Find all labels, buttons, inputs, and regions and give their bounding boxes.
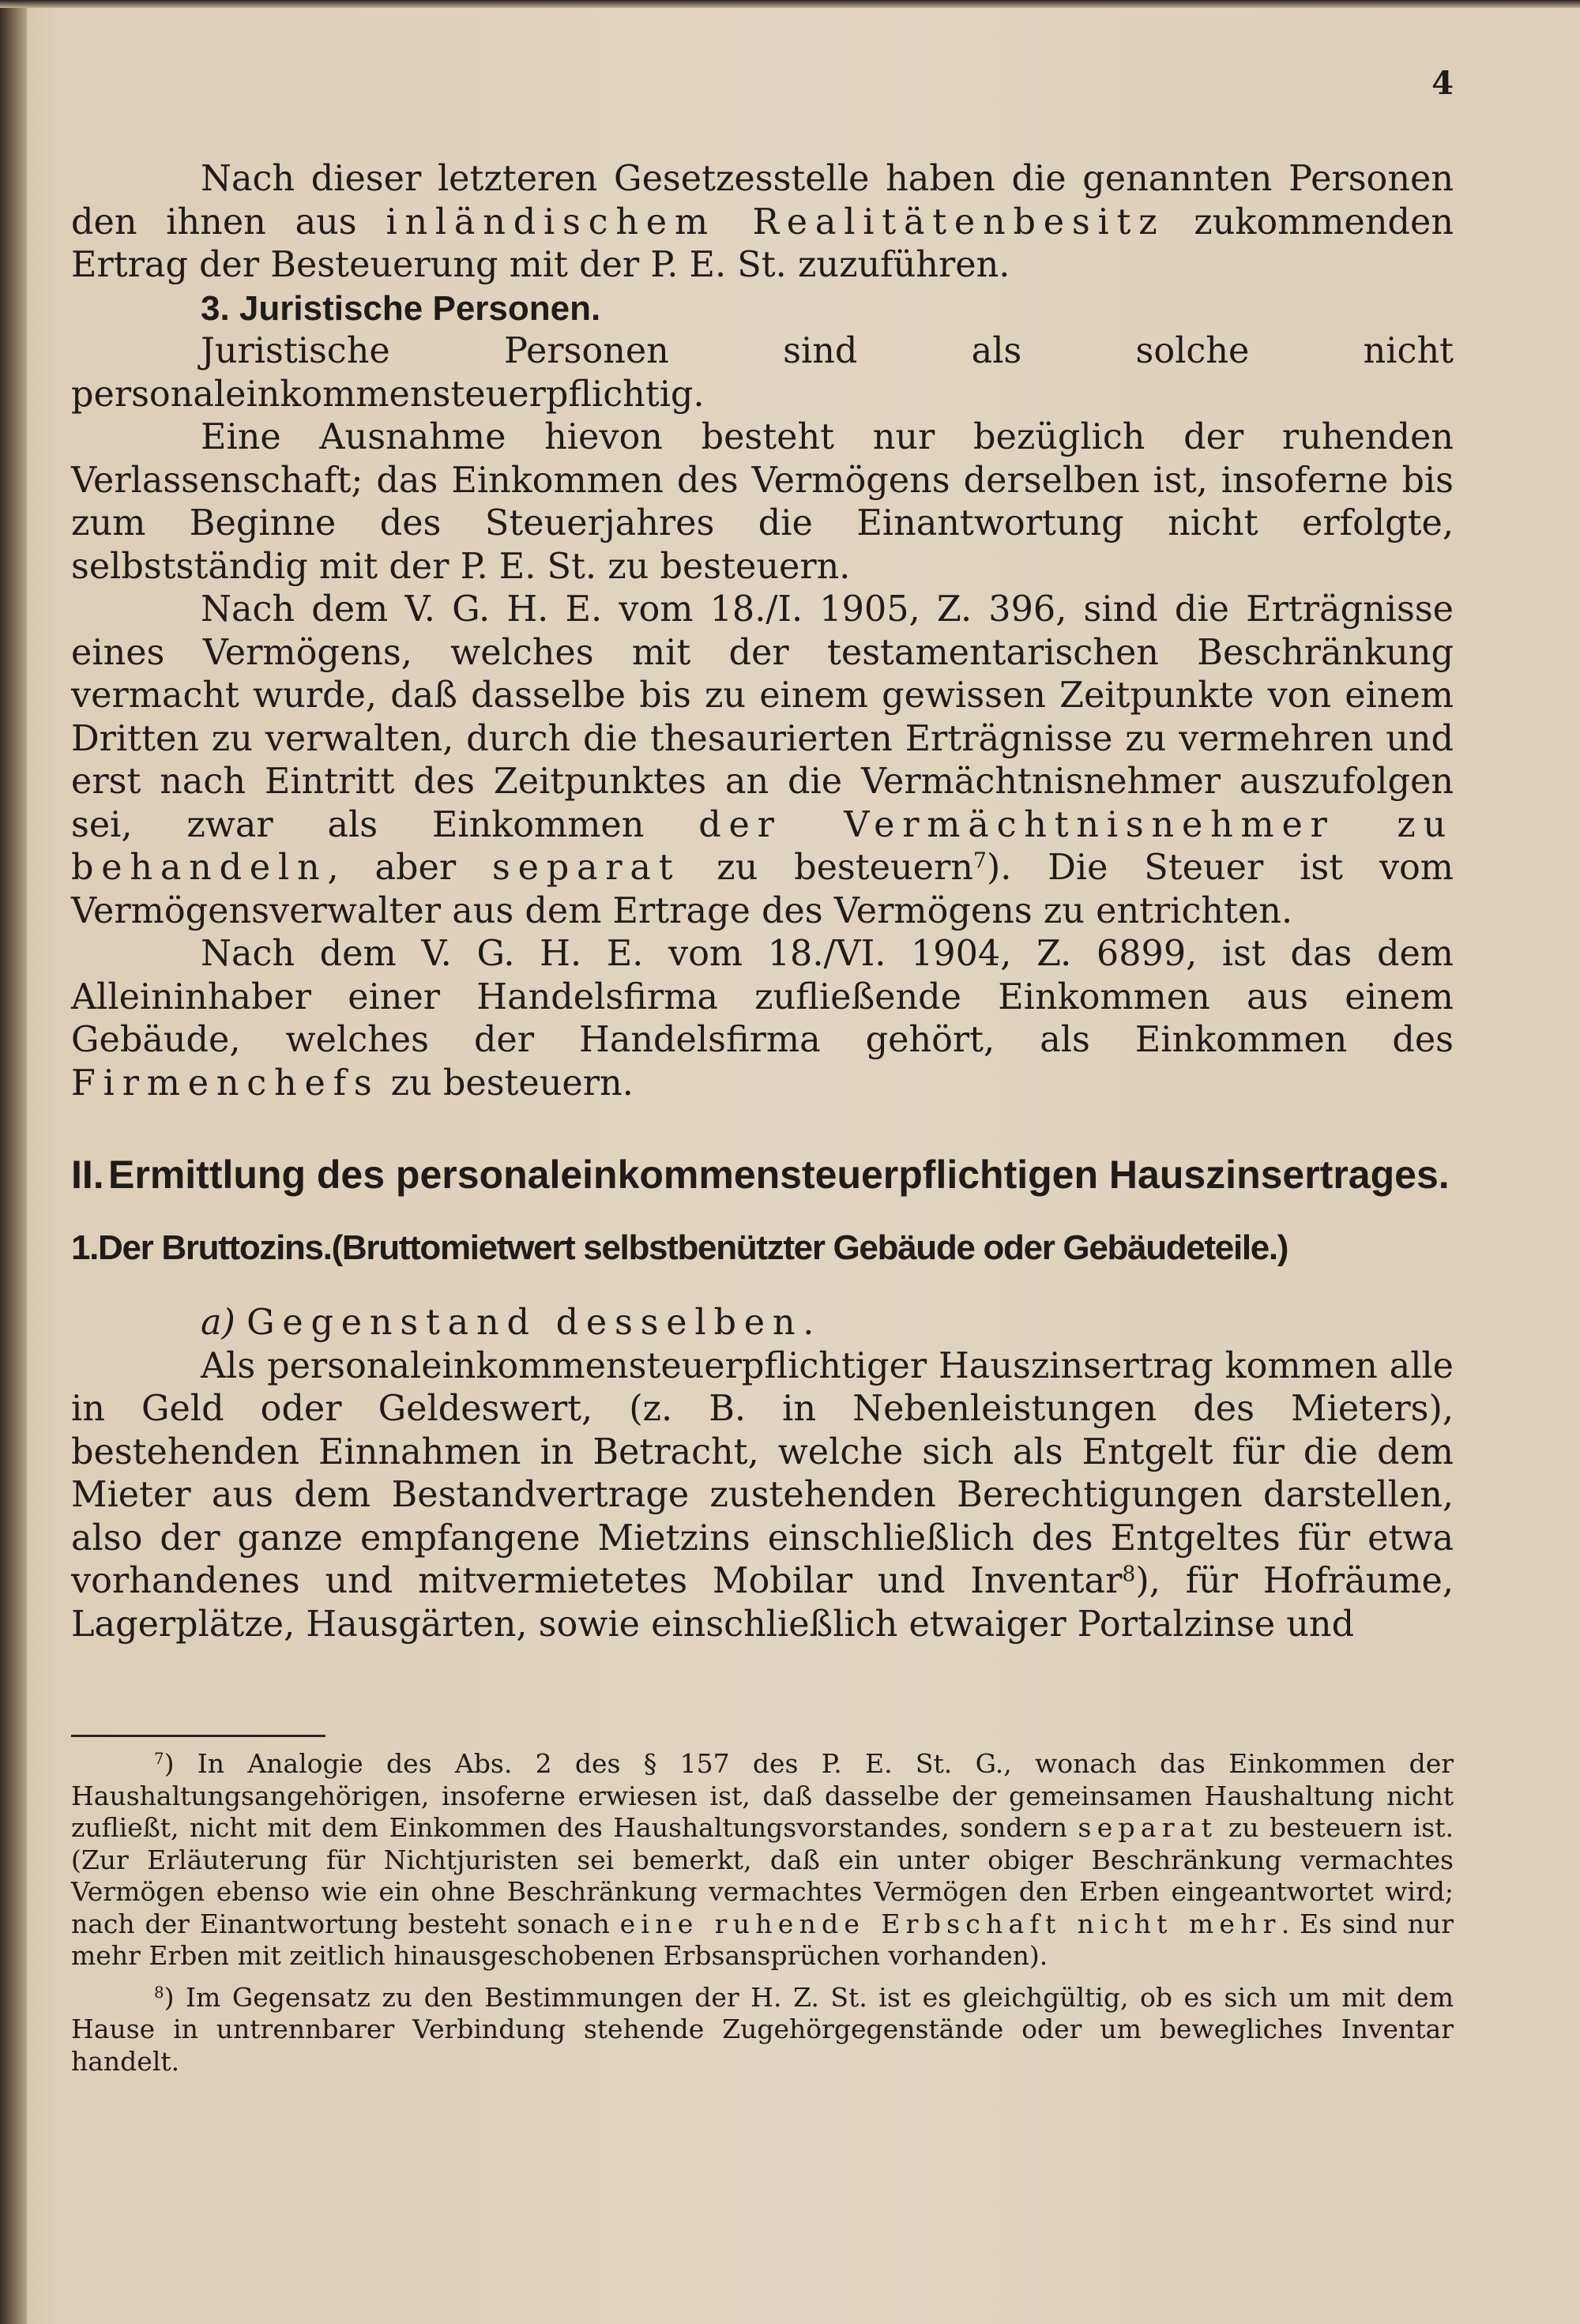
- text-run: Als personaleinkommensteuerpflichtiger Hauszinsertrag kommen alle in Geld oder Geldeswert, (z. B. in Nebenleistungen des Mieters), bestehenden Einnahmen in Betracht, welche sich als Entgelt für die dem Mieter aus dem Bestandvertrage zustehenden Berechtigungen darstellen, also der ganze empfangene Mietzins einschließlich des Entgeltes für etwa vorhandenes und mitvermietetes Mobilar und Inventar: [71, 1345, 1454, 1601]
- text-run: , aber: [327, 848, 492, 888]
- section-3-paragraph-2: Eine Ausnahme hievon besteht nur bezüglich der ruhenden Verlassenschaft; das Einkommen des Vermögens derselben ist, insoferne bis zum Beginne des Steuerjahres die Einantwortung nicht erfolgte, selbstständig mit der P. E. St. zu besteuern.: [71, 417, 1454, 587]
- spaced-text: Firmenchefs: [71, 1062, 380, 1104]
- intro-paragraph: [71, 158, 1454, 288]
- spaced-text: inländischem Realitätenbesitz: [386, 201, 1165, 243]
- page-number: 4: [1431, 65, 1454, 102]
- spaced-text: separat: [491, 848, 681, 888]
- section-3-title: 3. Juristische Personen.: [201, 288, 601, 328]
- chapter-heading: [71, 1149, 1454, 1201]
- footnote-7: [71, 1748, 1454, 1972]
- text-run: Nach dem V. G. H. E. vom 18./VI. 1904, Z. 6899, ist das dem Alleininhaber einer Handelsfirma zufließende Einkommen aus einem Gebäude, welches der Handelsfirma gehört, als Einkommen des: [71, 934, 1454, 1060]
- footnote-divider: [71, 1735, 325, 1737]
- footnote-mark: 8: [154, 1983, 164, 2002]
- footnote-mark: 7: [154, 1750, 164, 1769]
- subsection-heading: 1.Der Bruttozins.(Bruttomietwert selbstbenützter Gebäude oder Gebäudeteile.): [71, 1228, 1288, 1267]
- item-a-heading: [71, 1302, 1454, 1345]
- footnote-8: [71, 1982, 1454, 2078]
- spaced-text: eine ruhende Erbschaft nicht mehr: [619, 1908, 1281, 1939]
- footnote-ref-7: 7: [972, 848, 987, 874]
- section-3-paragraph-4: [71, 933, 1454, 1105]
- text-run: Nach dem V. G. H. E. vom 18./I. 1905, Z. 396, sind die Erträgnisse eines Vermögens, welches mit der testamentarischen Beschränkung vermacht wurde, daß dasselbe bis zu einem gewissen Zeitpunkte von einem Dritten zu verwalten, durch die thesaurierten Erträgnisse zu vermehren und erst nach Eintritt des Zeitpunktes an die Vermächtnisnehmer auszufolgen sei, zwar als Einkommen: [71, 589, 1454, 845]
- text-run: Nach dieser letzteren Gesetzesstelle haben die genannten Personen den ihnen aus: [71, 159, 1454, 243]
- book-spine: [0, 0, 27, 2324]
- text-run: zu besteuern: [680, 848, 973, 888]
- footnote-ref-8: 8: [1122, 1562, 1136, 1587]
- chapter-title: Ermittlung des personaleinkommensteuerpflichtigen Hauszinsertrages.: [108, 1153, 1450, 1197]
- spaced-text: separat: [1078, 1812, 1218, 1843]
- text-run: zu besteuern ist. (Zur Erläuterung für Nichtjuristen sei bemerkt, daß ein unter obiger Beschränkung vermachtes Vermögen ebenso wie ein ohne Beschränkung vermachtes Vermögen den Erben eingeantwortet wird; nach der Einantwortung besteht sonach: [71, 1812, 1454, 1939]
- text-run: ). Die Steuer ist vom Vermögensverwalter aus dem Ertrage des Vermögens zu entrichten.: [71, 848, 1454, 931]
- text-run: . Es sind nur mehr Erben mit zeitlich hinausgeschobenen Erbsansprüchen vorhanden).: [71, 1908, 1454, 1971]
- spaced-text: der Vermächtnisnehmer zu behandeln: [71, 804, 1454, 888]
- chapter-numeral: II.: [71, 1153, 104, 1197]
- text-run: zukommenden Ertrag der Besteuerung mit der P. E. St. zuzuführen.: [71, 201, 1454, 285]
- section-3-paragraph-1: Juristische Personen sind als solche nicht personaleinkommensteuerpflichtig.: [71, 331, 1454, 415]
- text-run: ) In Analogie des Abs. 2 des § 157 des P. E. St. G., wonach das Einkommen der Haushaltungsangehörigen, insoferne erwiesen ist, daß dasselbe der gemeinsamen Haushaltung nicht zufließt, nicht mit dem Einkommen des Haushaltungsvorstandes, sondern: [71, 1748, 1454, 1843]
- text-run: zu besteuern.: [379, 1062, 634, 1104]
- main-text: [71, 158, 1454, 1646]
- chapter-2-paragraph-1: [71, 1345, 1454, 1647]
- section-3-paragraph-3: [71, 589, 1454, 933]
- spaced-text: Gegenstand desselben.: [246, 1303, 822, 1343]
- footnotes: [71, 1748, 1454, 2087]
- page-top-edge: [0, 0, 1580, 8]
- text-run: ), für Hofräume, Lagerplätze, Hausgärten, sowie einschließlich etwaiger Portalzinse und: [71, 1561, 1454, 1645]
- text-run: ) Im Gegensatz zu den Bestimmungen der H. Z. St. ist es gleichgültig, ob es sich um mit dem Hause in untrennbarer Verbindung stehende Zugehörgegenstände oder um bewegliches Inventar handelt.: [71, 1981, 1454, 2077]
- item-label: a): [201, 1303, 235, 1343]
